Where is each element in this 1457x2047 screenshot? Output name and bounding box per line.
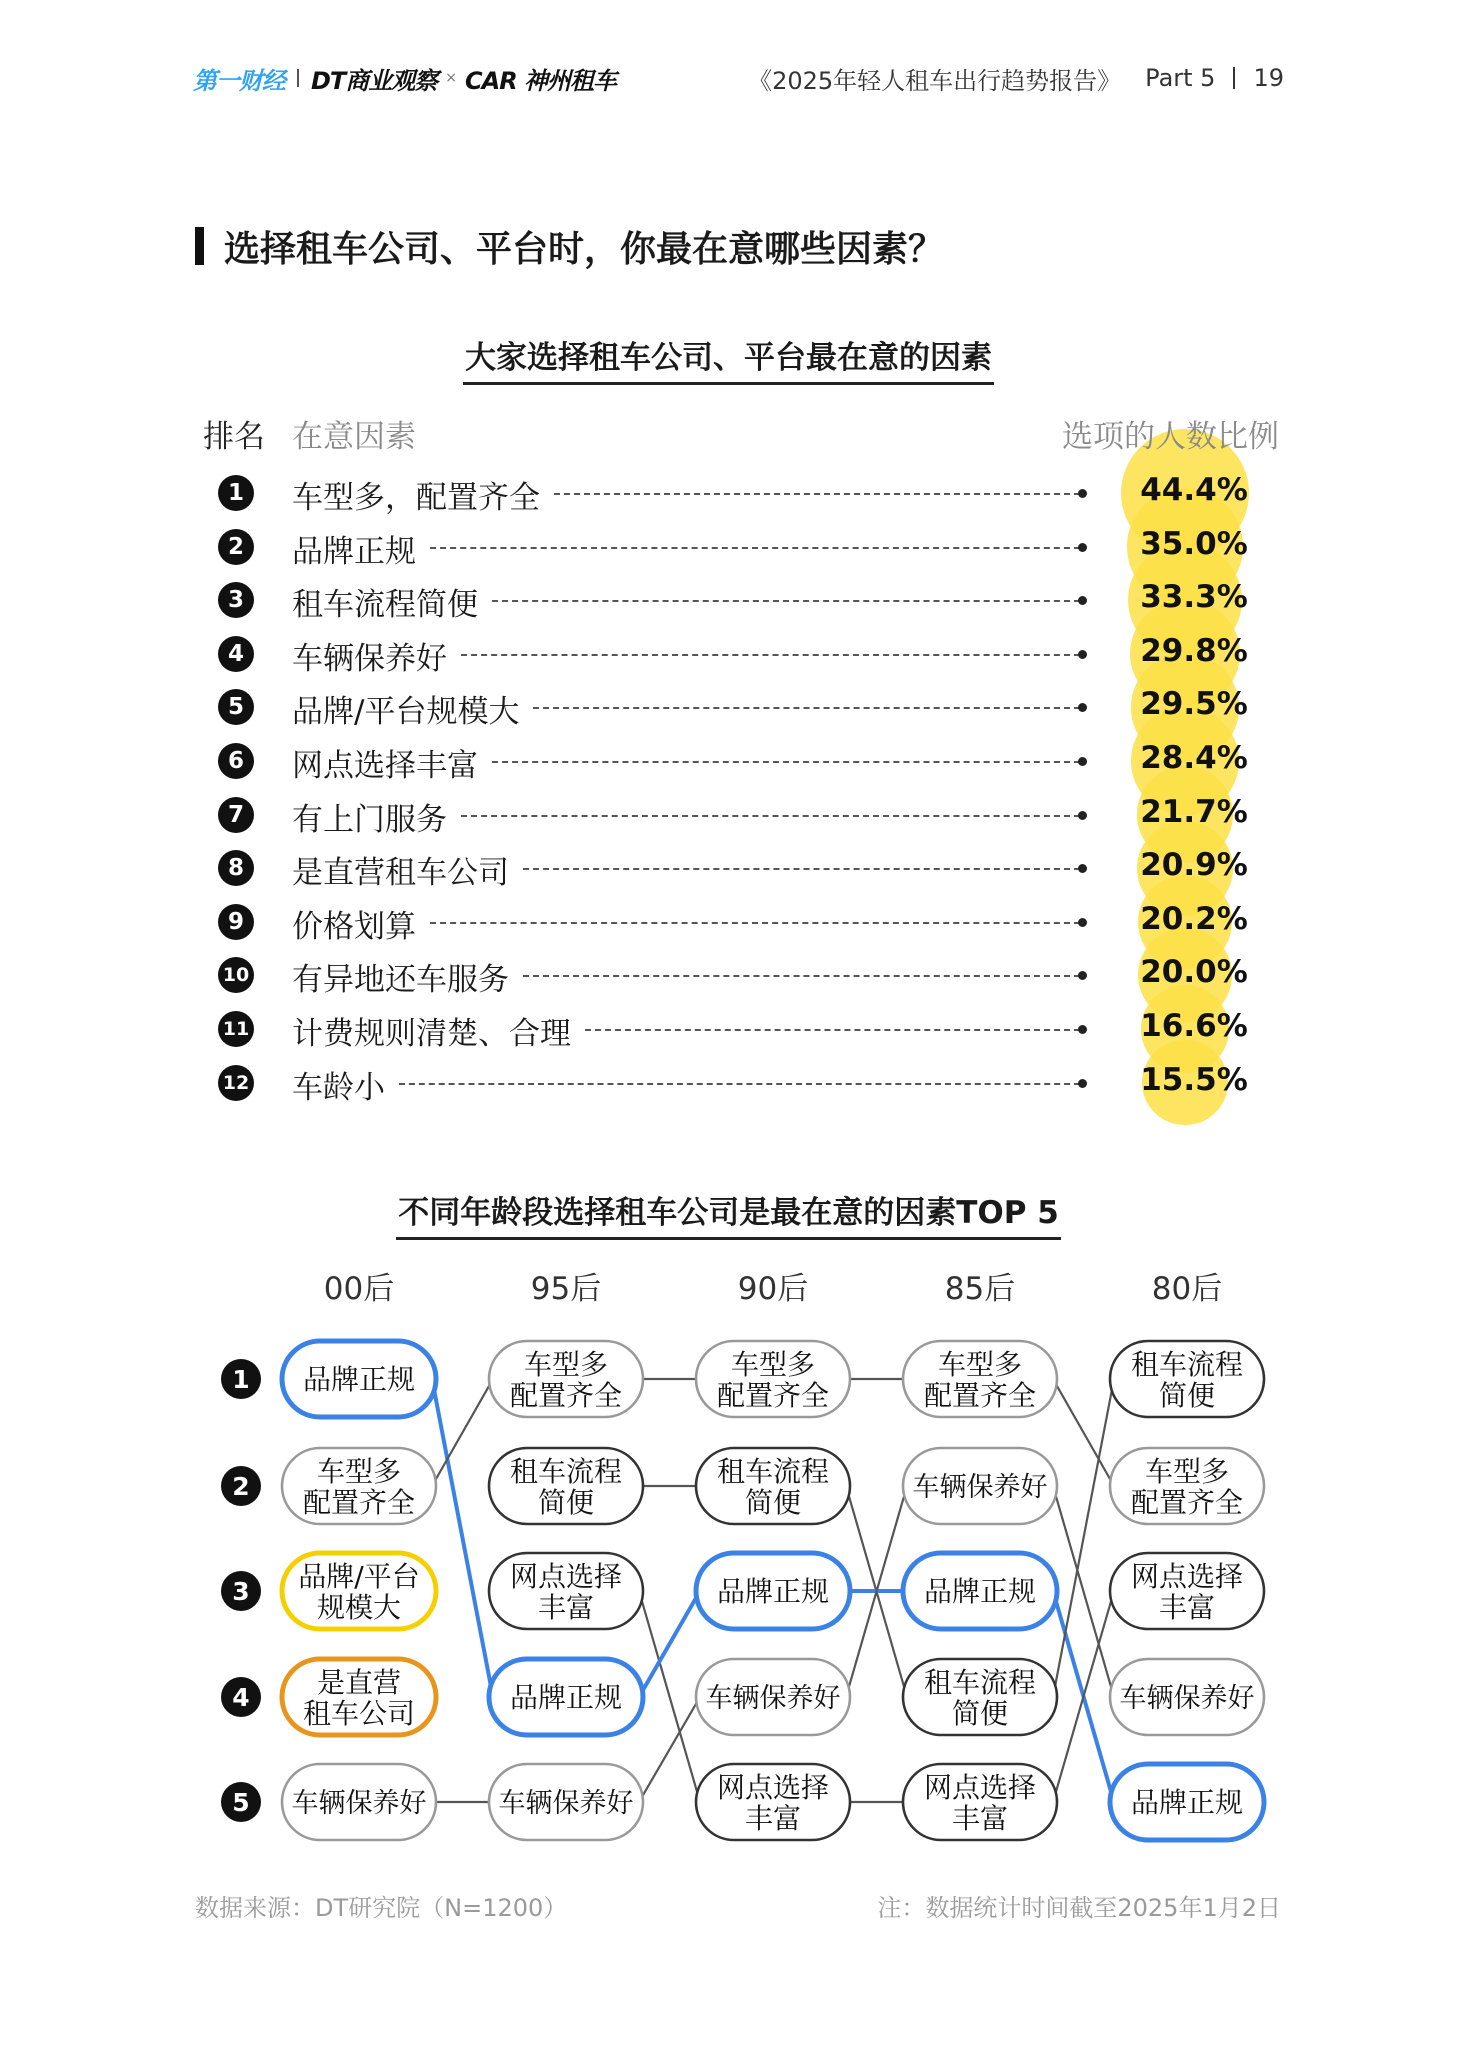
value-label: 20.9% bbox=[1140, 847, 1248, 884]
brand-trend-line bbox=[432, 1379, 493, 1697]
factor-label: 租车流程简便 bbox=[292, 587, 478, 624]
leader-line bbox=[523, 868, 1080, 870]
leader-dot bbox=[1078, 650, 1087, 659]
value-label: 33.3% bbox=[1140, 579, 1248, 616]
car-logo: CAR 神州租车 bbox=[465, 66, 617, 95]
brand-trend-line bbox=[639, 1591, 700, 1697]
value-label: 20.0% bbox=[1140, 954, 1248, 991]
leader-dot bbox=[1078, 489, 1087, 498]
leader-line bbox=[585, 1029, 1080, 1031]
factor-pill-label: 车型多配置齐全 bbox=[716, 1348, 830, 1412]
rank-number: 3 bbox=[232, 1577, 250, 1606]
trend-line bbox=[1053, 1379, 1114, 1697]
trend-line bbox=[639, 1697, 700, 1802]
col-rank-header: 排名 bbox=[203, 419, 265, 455]
factor-pill-label: 网点选择丰富 bbox=[923, 1771, 1037, 1835]
factor-pill-label: 车辆保养好 bbox=[291, 1788, 427, 1819]
page-number: 19 bbox=[1253, 64, 1284, 92]
value-label: 20.2% bbox=[1140, 900, 1248, 937]
rank-number: 1 bbox=[232, 1365, 250, 1394]
factor-pill-label: 租车流程简便 bbox=[509, 1455, 623, 1519]
part-label: Part 5 bbox=[1145, 64, 1216, 92]
data-note: 注：数据统计时间截至2025年1月2日 bbox=[877, 1894, 1281, 1922]
section-title-text: 选择租车公司、平台时，你最在意哪些因素？ bbox=[224, 228, 945, 270]
factor-pill-label: 车型多配置齐全 bbox=[1130, 1455, 1244, 1519]
rank-number: 7 bbox=[218, 797, 254, 833]
value-label: 21.7% bbox=[1140, 793, 1248, 830]
rank-number: 2 bbox=[218, 529, 254, 565]
rank-number: 11 bbox=[218, 1011, 254, 1047]
factor-pill-label: 车型多配置齐全 bbox=[302, 1455, 416, 1519]
leader-dot bbox=[1078, 1079, 1087, 1088]
factor-pill-label: 品牌正规 bbox=[302, 1363, 416, 1396]
factor-pill-label: 品牌正规 bbox=[509, 1681, 623, 1714]
rank-number: 2 bbox=[232, 1472, 250, 1501]
factor-pill-label: 车型多配置齐全 bbox=[923, 1348, 1037, 1412]
leader-line bbox=[554, 493, 1080, 495]
leader-line bbox=[461, 654, 1080, 656]
factor-label: 品牌正规 bbox=[292, 533, 416, 570]
factor-label: 是直营租车公司 bbox=[292, 855, 509, 892]
rank-number: 10 bbox=[218, 957, 254, 993]
factor-pill-label: 租车流程简便 bbox=[716, 1455, 830, 1519]
yicai-logo: 第一财经 bbox=[193, 66, 285, 95]
factor-label: 价格划算 bbox=[292, 908, 416, 945]
rank-number: 8 bbox=[218, 850, 254, 886]
value-label: 28.4% bbox=[1140, 740, 1248, 776]
leader-dot bbox=[1078, 811, 1087, 820]
factor-pill-label: 车辆保养好 bbox=[705, 1683, 841, 1714]
leader-line bbox=[523, 975, 1080, 977]
factor-pill-label: 是直营租车公司 bbox=[302, 1666, 416, 1730]
age-group-header: 95后 bbox=[530, 1271, 602, 1307]
leader-line bbox=[399, 1083, 1080, 1085]
leader-dot bbox=[1078, 1025, 1087, 1034]
col-factor-header: 在意因素 bbox=[292, 419, 416, 455]
factor-pill-label: 租车流程简便 bbox=[1130, 1348, 1244, 1412]
age-group-header: 80后 bbox=[1151, 1271, 1223, 1307]
leader-dot bbox=[1078, 757, 1087, 766]
factor-label: 有异地还车服务 bbox=[292, 962, 509, 999]
age-group-header: 90后 bbox=[737, 1271, 809, 1307]
factor-label: 计费规则清楚、合理 bbox=[292, 1016, 571, 1052]
rank-number: 9 bbox=[218, 904, 254, 940]
value-label: 16.6% bbox=[1140, 1008, 1248, 1044]
rank-number: 6 bbox=[218, 743, 254, 779]
factor-pill-label: 租车流程简便 bbox=[923, 1666, 1037, 1730]
report-title: 《2025年轻人租车出行趋势报告》 bbox=[748, 66, 1122, 95]
age-group-header: 85后 bbox=[944, 1271, 1016, 1307]
value-label: 44.4% bbox=[1140, 472, 1248, 508]
rank-number: 5 bbox=[218, 689, 254, 725]
factor-pill-label: 网点选择丰富 bbox=[716, 1771, 830, 1835]
factor-pill-label: 网点选择丰富 bbox=[1130, 1560, 1244, 1624]
rank-number: 5 bbox=[232, 1788, 250, 1817]
data-source: 数据来源：DT研究院（N=1200） bbox=[195, 1894, 568, 1922]
factor-label: 品牌/平台规模大 bbox=[292, 694, 520, 731]
factor-pill-label: 网点选择丰富 bbox=[509, 1560, 623, 1624]
factor-pill-label: 品牌正规 bbox=[923, 1575, 1037, 1608]
factor-pill-label: 车型多配置齐全 bbox=[509, 1348, 623, 1412]
factor-label: 有上门服务 bbox=[292, 801, 447, 838]
value-label: 15.5% bbox=[1140, 1061, 1248, 1098]
factor-label: 车型多，配置齐全 bbox=[292, 480, 540, 516]
factor-pill-label: 车辆保养好 bbox=[912, 1472, 1048, 1503]
factor-pill-label: 品牌正规 bbox=[1130, 1786, 1244, 1819]
factor-label: 车龄小 bbox=[292, 1069, 385, 1106]
leader-line bbox=[492, 600, 1080, 602]
dt-logo: DT商业观察 bbox=[311, 66, 438, 95]
rank-number: 1 bbox=[218, 475, 254, 511]
rank-number: 4 bbox=[232, 1683, 250, 1712]
leader-line bbox=[430, 922, 1080, 924]
chart2-title-text: 不同年龄段选择租车公司是最在意的因素TOP 5 bbox=[396, 1195, 1061, 1240]
factor-pill-label: 车辆保养好 bbox=[1119, 1683, 1255, 1714]
leader-line bbox=[533, 707, 1080, 709]
leader-line bbox=[430, 547, 1080, 549]
leader-dot bbox=[1078, 918, 1087, 927]
rank-number: 3 bbox=[218, 582, 254, 618]
chart1-title-text: 大家选择租车公司、平台最在意的因素 bbox=[463, 340, 994, 385]
leader-line bbox=[492, 761, 1080, 763]
trend-line bbox=[1053, 1486, 1114, 1697]
col-value-header: 选项的人数比例 bbox=[1062, 419, 1279, 455]
rank-number: 4 bbox=[218, 636, 254, 672]
factor-pill-label: 品牌正规 bbox=[716, 1575, 830, 1608]
value-label: 35.0% bbox=[1140, 525, 1248, 562]
value-label: 29.5% bbox=[1140, 686, 1248, 723]
rank-number: 12 bbox=[218, 1065, 254, 1101]
trend-line bbox=[639, 1591, 700, 1802]
factor-label: 车辆保养好 bbox=[292, 640, 447, 677]
factor-label: 网点选择丰富 bbox=[292, 748, 478, 784]
logo-times-icon: × bbox=[445, 70, 458, 86]
age-group-header: 00后 bbox=[323, 1271, 395, 1307]
factor-pill-label: 品牌/平台规模大 bbox=[298, 1560, 420, 1624]
leader-dot bbox=[1078, 543, 1087, 552]
value-label: 29.8% bbox=[1140, 632, 1248, 669]
factor-pill-label: 车辆保养好 bbox=[498, 1788, 634, 1819]
leader-line bbox=[461, 815, 1080, 817]
